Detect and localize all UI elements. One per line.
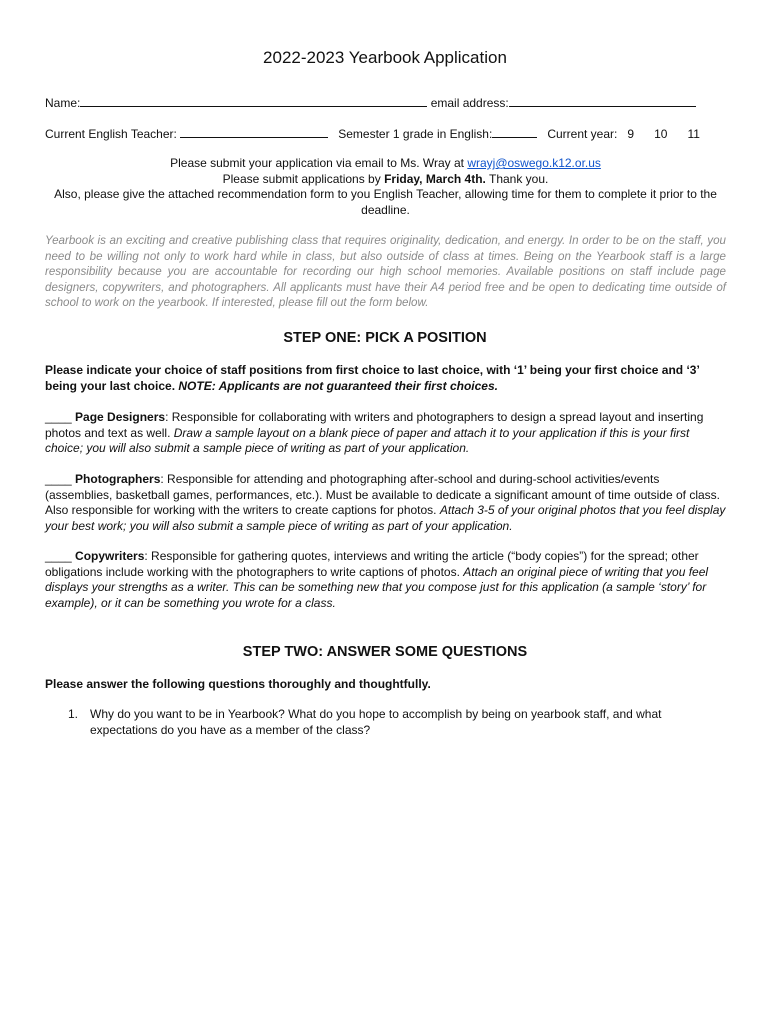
step-one-instructions [45,363,726,394]
year-option-10[interactable]: 10 [654,127,668,141]
rank-blank[interactable]: ____ [45,472,76,486]
position-description: : Responsible for collaborating with writers and photographers to design a spread layout and inserting photos and text as well. [45,410,704,440]
submit-line-2-text: Please submit applications by [222,171,385,186]
position-name: Copywriters [75,549,145,563]
step-two-instructions: Please answer the following questions thoroughly and thoughtfully. [45,677,431,691]
step-one-heading: STEP ONE: PICK A POSITION [283,330,487,346]
email-field[interactable] [509,94,696,107]
teacher-label: Current English Teacher: [45,127,177,141]
position-photographers [45,472,726,534]
email-label: email address: [430,96,509,110]
submit-line-3: Also, please give the attached recommendation form to you English Teacher, allowing time for them to complete it prior to the deadline. [54,187,717,217]
question-number: 1. [68,707,79,721]
year-label: Current year: [547,127,618,141]
submit-line-2 [45,172,726,188]
step-one-note: NOTE: Applicants are not guaranteed their first choices. [178,378,498,393]
rank-blank[interactable]: ____ [45,549,76,563]
step-two-heading: STEP TWO: ANSWER SOME QUESTIONS [242,644,528,660]
position-copywriters [45,549,726,611]
year-option-9[interactable]: 9 [627,127,635,141]
teacher-grade-row [45,125,700,143]
step-one-instructions-text: Please indicate your choice of staff positions from first choice to last choice, with ‘1’ being your first choice and ‘3’ being your last choice. [45,363,700,393]
position-page-designers [45,410,726,457]
page-title: 2022-2023 Yearbook Application [263,48,507,67]
teacher-email-link[interactable]: wrayj@oswego.k12.or.us [467,156,601,170]
position-description: : Responsible for attending and photographing after-school and during-school activities/events (assemblies, basketball games, performances, etc.). Must be available to dedicate a significant amount of time outside of class. Also responsible for working with the writers to create captions for photos. [45,472,720,517]
grade-field[interactable] [492,125,537,138]
position-name: Page Designers [75,410,166,424]
position-requirement: Draw a sample layout on a blank piece of paper and attach it to your application if this is your first choice; you will also submit a sample piece of writing as part of your application. [45,425,690,455]
name-field[interactable] [80,94,427,107]
grade-label: Semester 1 grade in English: [338,127,493,141]
name-label: Name: [45,96,81,110]
position-requirement: Attach 3-5 of your original photos that you feel display your best work; you will also submit a sample piece of writing as part of your application. [45,503,726,533]
position-requirement: Attach an original piece of writing that you feel displays your strengths as a writer. This can be something new that you compose just for this application (a sample ‘story’ for example), or it can be something you wrote for a class. [45,564,709,610]
submit-line-1-text: Please submit your application via email to Ms. Wray at [170,156,468,170]
submit-instructions [45,156,726,218]
question-1 [68,707,710,738]
year-option-11[interactable]: 11 [687,127,700,141]
rank-blank[interactable]: ____ [45,410,76,424]
submit-line-2-suffix: Thank you. [485,171,549,186]
intro-paragraph: Yearbook is an exciting and creative publishing class that requires originality, dedication, and energy. In order to be on the staff, you need to be willing not only to work hard while in class, but also outside of class at times. Being on the Yearbook staff is a large responsibility because you are accountable for recording our high school memories. Available positions on staff include page designers, copywriters, and photographers. All applicants must have their A4 period free and be open to dedicating time outside of school to work on the yearbook. If interested, please fill out the form below. [45,234,726,309]
name-email-row [45,94,696,112]
question-text: Why do you want to be in Yearbook? What do you hope to accomplish by being on yearbook staff, and what expectations do you have as a member of the class? [90,707,662,737]
position-description: : Responsible for gathering quotes, interviews and writing the article (“body copies”) for the spread; other obligations include working with the photographers to write captions of photos. [45,549,699,579]
submit-line-1 [45,156,726,172]
teacher-field[interactable] [180,125,328,138]
deadline: Friday, March 4th. [384,171,486,186]
position-name: Photographers [75,472,161,486]
